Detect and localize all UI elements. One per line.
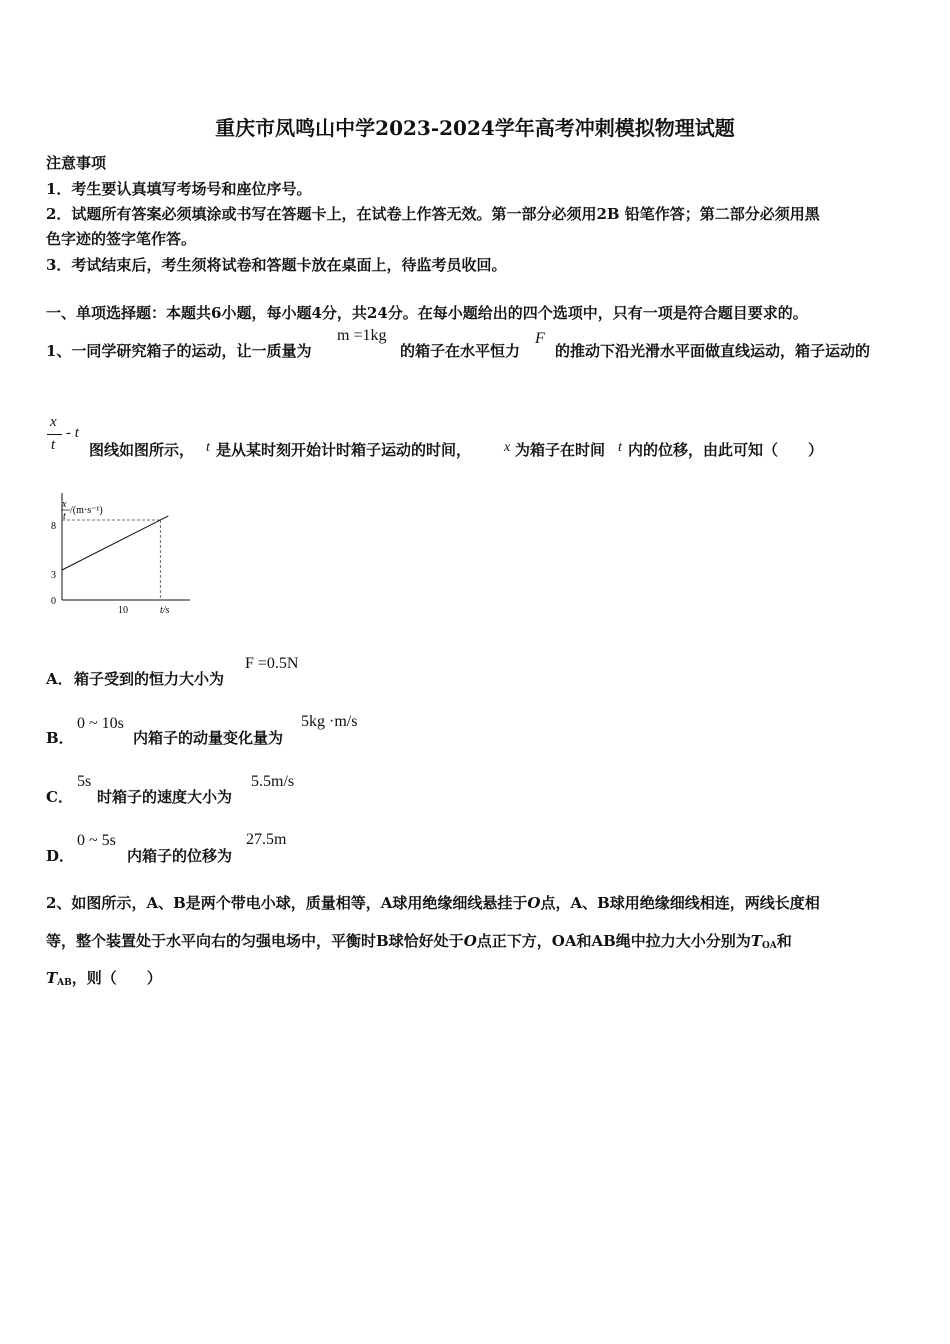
q2-line-2 <box>46 930 792 951</box>
q2-text-2a: 等，整个装置处于水平向右的匀强电场中，平衡时B球恰好处于 <box>46 932 464 950</box>
q2-text-1a: 2、如图所示，A、B是两个带电小球，质量相等，A球用绝缘细线悬挂于 <box>46 894 528 912</box>
option-a-text: 箱子受到的恒力大小为 <box>74 670 225 688</box>
q2-o-point: O <box>527 894 541 912</box>
q1-text-4: 图线如图所示， <box>89 441 195 459</box>
q1-frac-numerator: x <box>50 414 57 430</box>
option-d-letter: D． <box>46 847 75 865</box>
q2-and: 和 <box>776 932 792 950</box>
option-d-expr: 27.5m <box>246 831 287 848</box>
option-b-letter: B． <box>46 729 74 747</box>
q1-text-7: 内的位移，由此可知（ ） <box>628 441 824 459</box>
q1-text-3: 的推动下沿光滑水平面做直线运动，箱子运动的 <box>555 342 871 360</box>
q1-text-2: 的箱子在水平恒力 <box>400 342 521 360</box>
q2-tension-ab-sub: AB <box>57 978 72 988</box>
q1-x-symbol: x <box>504 440 511 455</box>
option-b-text: 内箱子的动量变化量为 <box>133 729 284 747</box>
option-c-expr: 5.5m/s <box>251 773 295 790</box>
q1-text-6: 为箱子在时间 <box>515 441 606 459</box>
option-d-text: 内箱子的位移为 <box>127 847 233 865</box>
graph-ylabel-num: x <box>62 499 67 510</box>
q1-mass-expr: m =1kg <box>337 327 387 344</box>
notice-item-1: 1．考生要认真填写考场号和座位序号。 <box>46 180 312 198</box>
q1-frac-bar <box>47 434 62 435</box>
option-b-pre: 0 ~ 10s <box>77 715 124 732</box>
option-a-expr: F =0.5N <box>245 655 299 672</box>
notice-heading: 注意事项 <box>46 154 107 172</box>
option-c-text: 时箱子的速度大小为 <box>97 788 233 806</box>
notice-item-2: 2．试题所有答案必须填涂或书写在答题卡上，在试卷上作答无效。第一部分必须用2B 铅笔作答；第二部分必须用黑 <box>46 205 820 223</box>
option-c-pre: 5s <box>77 773 92 790</box>
q1-graph <box>40 490 190 620</box>
graph-xtick-10: 10 <box>118 605 128 616</box>
option-d-pre: 0 ~ 5s <box>77 832 116 849</box>
q1-frac-denominator: t <box>51 437 56 453</box>
q1-t-symbol-2: t <box>618 440 622 455</box>
q1-frac-tail: - t <box>66 425 79 441</box>
option-a-letter: A． <box>46 670 73 688</box>
q1-text-1: 1、一同学研究箱子的运动，让一质量为 <box>46 342 312 360</box>
notice-item-3: 3．考试结束后，考生须将试卷和答题卡放在桌面上，待监考员收回。 <box>46 256 507 274</box>
graph-ytick-8: 8 <box>51 521 56 532</box>
q2-o-point-2: O <box>463 932 477 950</box>
graph-ylabel-unit: /(m·s⁻¹) <box>70 505 103 516</box>
q2-text-3b: ，则（ ） <box>71 969 162 987</box>
graph-ytick-3: 3 <box>51 570 56 581</box>
section-heading: 一、单项选择题：本题共6小题，每小题4分，共24分。在每小题给出的四个选项中，只有一项是符合题目要求的。 <box>46 304 808 322</box>
q2-tension-oa: T <box>750 932 762 950</box>
notice-item-2-cont: 色字迹的签字笔作答。 <box>46 230 197 248</box>
graph-ylabel-den: t <box>63 511 66 522</box>
option-c-letter: C． <box>46 788 73 806</box>
graph-series-line <box>62 516 168 570</box>
q2-text-2b: 点正下方，OA和AB绳中拉力大小分别为 <box>476 932 751 950</box>
option-b-expr: 5kg ·m/s <box>301 713 358 730</box>
q2-line-1 <box>46 892 820 913</box>
graph-origin: 0 <box>51 596 56 607</box>
q2-tension-ab: T <box>46 969 58 987</box>
graph-xlabel: t/s <box>160 605 170 616</box>
q2-line-3 <box>46 967 162 988</box>
q1-t-symbol: t <box>206 440 210 455</box>
q1-text-5: 是从某时刻开始计时箱子运动的时间， <box>216 441 472 459</box>
q1-force-symbol: F <box>535 330 545 347</box>
page-title: 重庆市凤鸣山中学2023-2024学年高考冲刺模拟物理试题 <box>215 116 735 140</box>
q2-tension-oa-sub: OA <box>761 941 777 951</box>
q2-text-1b: 点，A、B球用绝缘细线相连，两线长度相 <box>540 894 820 912</box>
